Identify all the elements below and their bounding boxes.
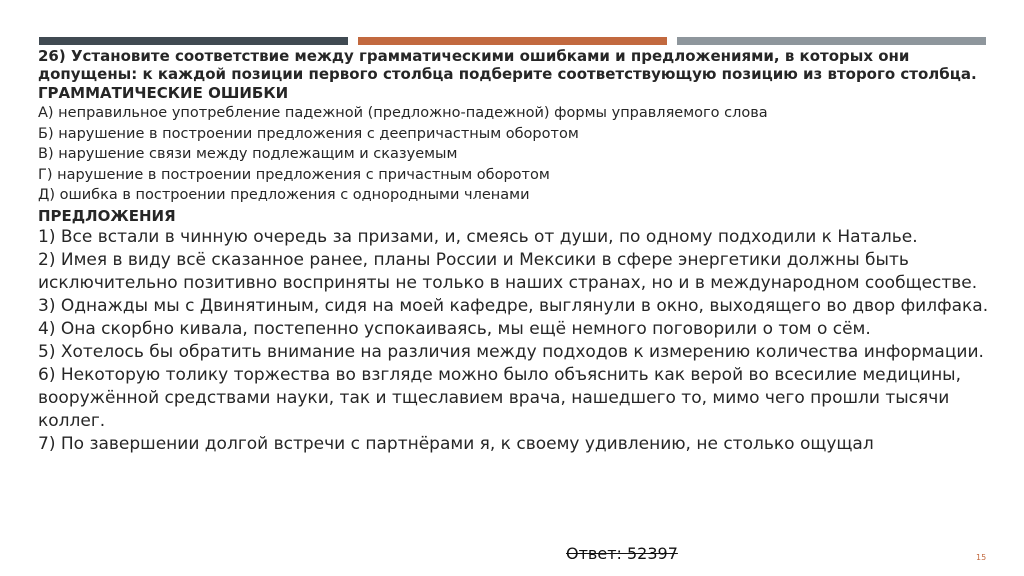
- sentence-item: 4) Она скорбно кивала, постепенно успокаиваясь, мы ещё немного поговорили о том о сём.: [38, 318, 871, 339]
- errors-heading: ГРАММАТИЧЕСКИЕ ОШИБКИ: [38, 84, 289, 102]
- slide-content: [38, 47, 1010, 456]
- sentence-item: 3) Однажды мы с Двинятиным, сидя на моей кафедре, выглянули в окно, выходящего во двор филфака.: [38, 295, 989, 316]
- task-text: 26) Установите соответствие между грамматическими ошибками и предложениями, в которых они допущены: к каждой позиции первого столбца подберите соответствующую позицию из второго столбца.: [38, 47, 977, 83]
- sentence-item: 7) По завершении долгой встречи с партнёрами я, к своему удивлению, не столько ощущал: [38, 433, 874, 454]
- error-item: Д) ошибка в построении предложения с однородными членами: [38, 187, 530, 203]
- sentence-item: 2) Имея в виду всё сказанное ранее, планы России и Мексики в сфере энергетики должны быть исключительно позитивно восприняты не только в наших странах, но и в международном сообществе.: [38, 249, 978, 293]
- header-bar-dark: [39, 37, 348, 45]
- answer-text: Ответ: 52397: [566, 544, 678, 563]
- error-item: А) неправильное употребление падежной (предложно-падежной) формы управляемого слова: [38, 105, 768, 121]
- error-item: Г) нарушение в построении предложения с причастным оборотом: [38, 166, 550, 183]
- sentences-heading: ПРЕДЛОЖЕНИЯ: [38, 206, 176, 225]
- sentence-item: 6) Некоторую толику торжества во взгляде можно было объяснить как верой во всесилие медицины, вооружённой средствами науки, так и тщеславием врача, нашедшего то, мимо чего прошли тысячи коллег.: [38, 364, 962, 431]
- error-item: Б) нарушение в построении предложения с деепричастным оборотом: [38, 125, 579, 142]
- header-bar-orange: [358, 37, 667, 45]
- header-bar-gray: [677, 37, 986, 45]
- sentence-item: 1) Все встали в чинную очередь за призами, и, смеясь от души, по одному подходили к Наталье.: [38, 226, 918, 247]
- sentence-item: 5) Хотелось бы обратить внимание на различия между подходов к измерению количества информации.: [38, 341, 984, 362]
- error-item: В) нарушение связи между подлежащим и сказуемым: [38, 146, 458, 162]
- page-number: 15: [976, 553, 987, 562]
